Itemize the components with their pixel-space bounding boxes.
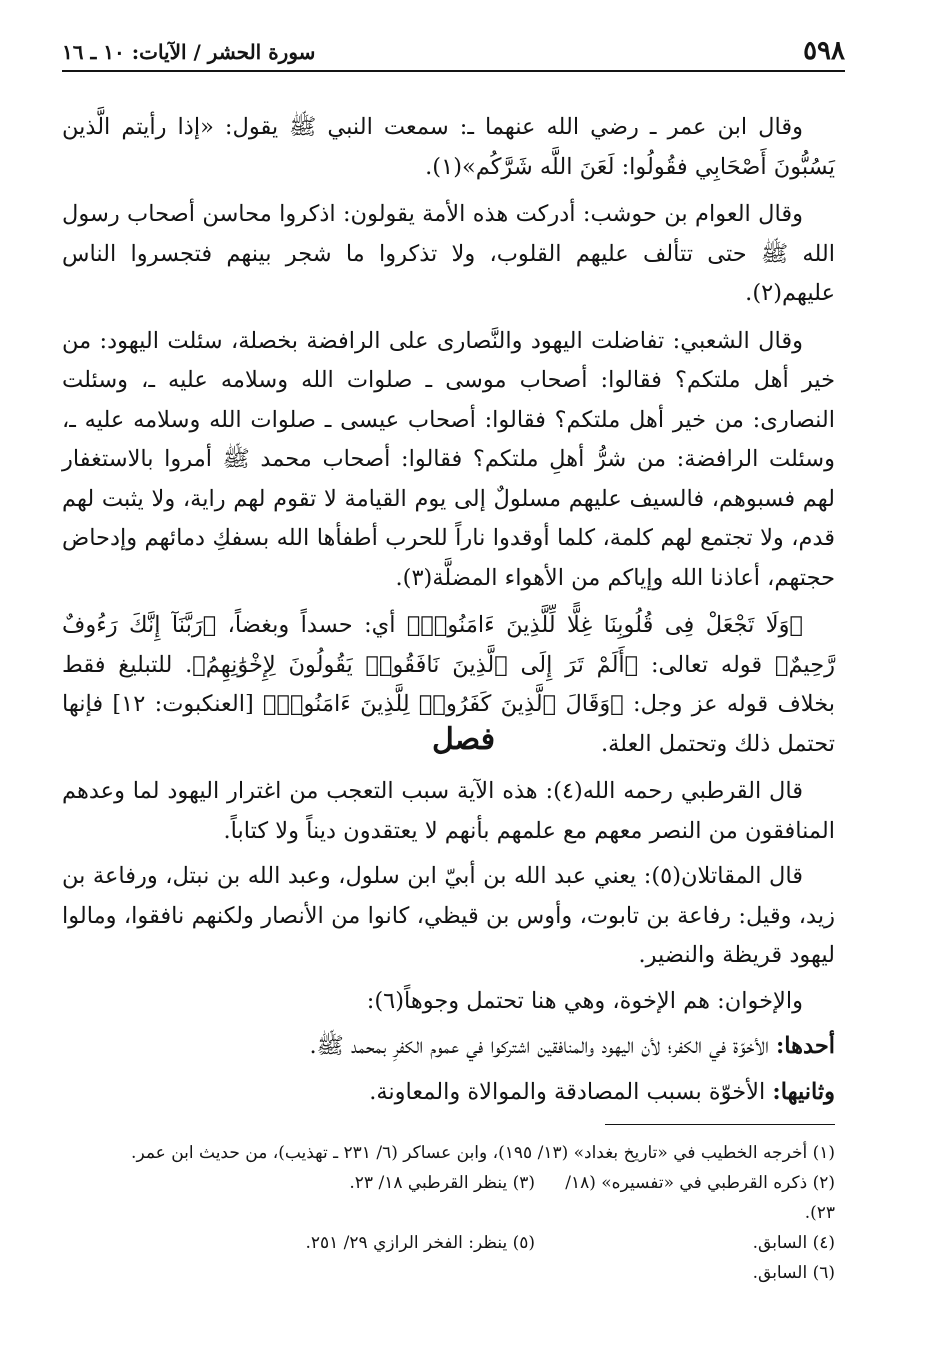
- footnote-1: (١) أخرجه الخطيب في «تاريخ بغداد» (١٣/ ١٩٥)، وابن عساكر (٦/ ٢٣١ ـ تهذيب)، من حديث ابن عمر.: [131, 1143, 835, 1163]
- paragraph-qurtubi: قال القرطبي رحمه الله(٤): هذه الآية سبب التعجب من اغترار اليهود لما وعدهم المنافقون من النصر معهم مع علمهم بأنهم لا يعتقدون ديناً ولا كتاباً.: [62, 778, 835, 844]
- section-text: [62, 772, 835, 1118]
- footnote-5: (٥) ينظر: الفخر الرازي ٢٩/ ٢٥١.: [305, 1233, 535, 1253]
- footnote-row: [62, 1168, 835, 1228]
- item-label: أحدها:: [776, 1033, 835, 1059]
- main-text: [62, 108, 835, 772]
- list-item-first: [62, 1027, 835, 1067]
- page-number: ٥٩٨: [803, 36, 845, 66]
- paragraph-shabi: وقال الشعبي: تفاضلت اليهود والنَّصارى على الرافضة بخصلة، سئلت اليهود: من خير أهل ملتكم؟ فقالوا: أصحاب موسى ـ صلوات الله وسلامه عليه ـ، وسئلت النصارى: من خير أهل ملتكم؟ فقالوا: أصحاب عيسى ـ صلوات الله وسلامه عليه ـ، وسئلت الرافضة: من شرُّ أهلِ ملتكم؟ فقالوا: أصحاب محمد ﷺ أمروا بالاستغفار لهم فسبوهم، فالسيف عليهم مسلولٌ إلى يوم القيامة لا تقوم لهم راية، ولا يثبت لهم قدم، ولا تجتمع لهم كلمة، كلما أوقدوا ناراً للحرب أطفأها الله بسفكِ دمائهم وإدحاض حجتهم، أعاذنا الله وإياكم من الأهواء المضلَّة(٣).: [62, 327, 836, 591]
- footnote-divider: [605, 1124, 835, 1125]
- footnote-4: (٤) السابق.: [752, 1233, 835, 1253]
- section-heading: فصل: [431, 722, 496, 757]
- footnote-2: (٢) ذكره القرطبي في «تفسيره» (١٨/ ٢٣).: [565, 1173, 835, 1223]
- page-header: [62, 36, 845, 72]
- footnote-6: (٦) السابق.: [752, 1263, 835, 1283]
- list-item-second: [62, 1073, 835, 1113]
- paragraph-ikhwan: والإخوان: هم الإخوة، وهي هنا تحتمل وجوهاً(٦):: [366, 987, 803, 1014]
- item-text: الأخوّة في الكفر؛ لأن اليهود والمنافقين اشتركوا في عموم الكفرِ بمحمد ﷺ.: [309, 1033, 776, 1059]
- item-label: وثانيها:: [772, 1078, 835, 1105]
- paragraph-muqatilan: قال المقاتلان(٥): يعني عبد الله بن أبيّ ابن سلول، وعبد الله بن نبتل، ورفاعة بن زيد، وقيل: رفاعة بن تابوت، وأوس بن قيظي، كانوا من الأنصار ولكنهم نافقوا، ومالوا ليهود قريظة والنضير.: [62, 863, 835, 968]
- running-title: سورة الحشر / الآيات: ١٠ ـ ١٦: [62, 40, 316, 64]
- item-text: الأخوّة بسبب المصادقة والموالاة والمعاونة.: [369, 1078, 773, 1105]
- footnotes: [62, 1138, 835, 1288]
- footnote-3: (٣) ينظر القرطبي ١٨/ ٢٣.: [349, 1173, 535, 1193]
- paragraph-verses: ﴿وَلَا تَجْعَلْ فِى قُلُوبِنَا غِلًّا لِّلَّذِينَ ءَامَنُوا۟﴾ أي: حسداً وبغضاً، ﴿رَبَّنَآ إِنَّكَ رَءُوفٌ رَّحِيمٌ﴾ قوله تعالى: ﴿أَلَمْ تَرَ إِلَى ٱلَّذِينَ نَافَقُوا۟ يَقُولُونَ لِإِخْوَٰنِهِمُ﴾. للتبليغ فقط بخلاف قوله عز وجل: ﴿وَقَالَ ٱلَّذِينَ كَفَرُوا۟ لِلَّذِينَ ءَامَنُوا۟﴾ [العنكبوت: ١٢] فإنها تحتمل ذلك وتحتمل العلة.: [62, 612, 835, 757]
- footnote-row: [62, 1228, 835, 1258]
- paragraph-ibn-umar: وقال ابن عمر ـ رضي الله عنهما ـ: سمعت النبي ﷺ يقول: «إذا رأيتم الَّذين يَسُبُّونَ أَصْحَابِي فقُولُوا: لَعَنَ اللَّه شَرَّكُم»(١).: [62, 114, 835, 180]
- paragraph-awwam: وقال العوام بن حوشب: أدركت هذه الأمة يقولون: اذكروا محاسن أصحاب رسول الله ﷺ حتى تتألف عليهم القلوب، ولا تذكروا ما شجر بينهم فتجسروا الناس عليهم(٢).: [62, 201, 835, 306]
